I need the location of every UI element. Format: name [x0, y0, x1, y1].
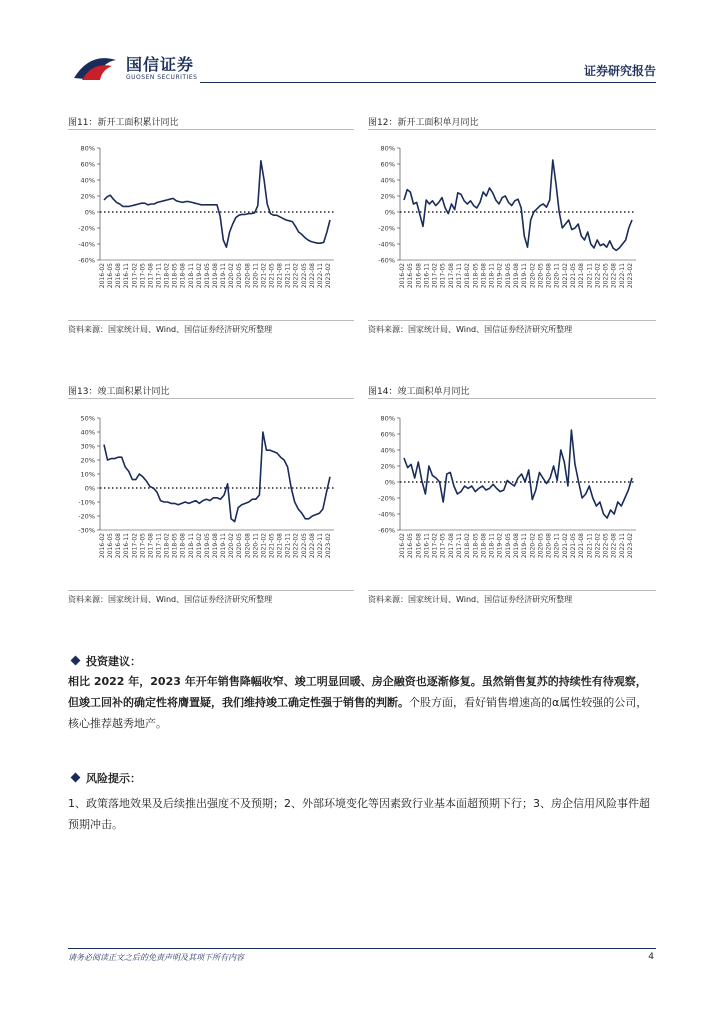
x-tick-label: 2018-08: [179, 263, 187, 289]
x-tick-label: 2023-02: [325, 263, 332, 289]
y-tick-label: -40%: [378, 510, 395, 519]
figure-rule: [368, 129, 656, 130]
y-tick-label: 80%: [380, 414, 395, 423]
x-tick-label: 2020-02: [228, 533, 236, 559]
y-tick-label: -60%: [378, 526, 395, 535]
x-tick-label: 2020-02: [228, 263, 236, 289]
figure-title-14: 图14：竣工面积单月同比: [368, 387, 470, 397]
y-tick-label: 0%: [384, 208, 395, 217]
figure-source-12: 资料来源：国家统计局、Wind、国信证券经济研究所整理: [368, 325, 573, 334]
x-tick-label: 2018-05: [472, 263, 480, 289]
x-tick-label: 2022-08: [610, 263, 618, 289]
x-tick-label: 2018-02: [464, 533, 472, 559]
y-tick-label: 60%: [80, 160, 95, 169]
x-tick-label: 2020-08: [244, 263, 252, 289]
x-tick-label: 2018-08: [179, 533, 187, 559]
x-tick-label: 2017-08: [447, 263, 455, 289]
x-tick-label: 2019-02: [496, 533, 504, 559]
y-tick-label: 0%: [384, 478, 395, 487]
guosen-logo-icon: [72, 52, 122, 82]
x-tick-label: 2018-11: [187, 533, 195, 559]
series-line: [404, 160, 632, 250]
x-tick-label: 2018-08: [480, 263, 488, 289]
x-tick-label: 2022-05: [602, 263, 610, 289]
figure-source-13: 资料来源：国家统计局、Wind、国信证券经济研究所整理: [68, 595, 273, 604]
x-tick-label: 2022-11: [316, 533, 324, 559]
x-tick-label: 2019-11: [220, 533, 228, 559]
y-tick-label: -40%: [78, 240, 95, 249]
x-tick-label: 2018-08: [480, 533, 488, 559]
y-tick-label: -20%: [378, 494, 395, 503]
x-tick-label: 2018-02: [163, 533, 171, 559]
x-tick-label: 2019-11: [521, 533, 529, 559]
y-tick-label: 40%: [80, 428, 95, 437]
x-tick-label: 2023-02: [627, 533, 634, 559]
page-number: 4: [648, 952, 654, 962]
y-tick-label: -60%: [78, 256, 95, 265]
footer-rule: [68, 948, 656, 949]
x-tick-label: 2016-05: [407, 263, 415, 289]
y-tick-label: -10%: [78, 498, 95, 507]
x-tick-label: 2020-11: [553, 533, 561, 559]
investment-bold-text: 相比 2022 年，2023 年开年销售降幅收窄、竣工明显回暖、房企融资也逐渐修复。虽然销售复苏的持续性有待观察，但竣工回补的确定性将膺置疑，我们维持竣工确定性强于销售的判断。: [68, 675, 647, 709]
figure-rule: [68, 129, 354, 130]
chart-fig12: [368, 140, 656, 315]
x-tick-label: 2017-02: [131, 263, 139, 289]
x-tick-label: 2016-05: [107, 263, 115, 289]
x-tick-label: 2021-02: [561, 263, 569, 289]
x-tick-label: 2021-11: [284, 263, 292, 289]
x-tick-label: 2017-11: [456, 533, 463, 559]
x-tick-label: 2019-05: [504, 533, 512, 559]
x-tick-label: 2018-11: [488, 263, 496, 289]
x-tick-label: 2021-11: [586, 263, 594, 289]
x-tick-label: 2022-02: [292, 263, 300, 289]
x-tick-label: 2018-11: [488, 533, 496, 559]
investment-paragraph: [68, 671, 656, 734]
x-tick-label: 2021-02: [260, 263, 268, 289]
x-tick-label: 2020-05: [537, 263, 545, 289]
source-rule: [368, 320, 656, 321]
y-tick-label: 40%: [80, 176, 95, 185]
x-tick-label: 2021-05: [268, 533, 276, 559]
y-tick-label: 60%: [380, 160, 395, 169]
y-tick-label: 50%: [80, 414, 95, 423]
x-tick-label: 2016-02: [99, 533, 106, 559]
y-tick-label: 0%: [84, 208, 95, 217]
chart-fig14: [368, 410, 656, 585]
x-tick-label: 2021-02: [260, 533, 268, 559]
footer-disclaimer: 请务必阅读正文之后的免责声明及其项下所有内容: [68, 953, 244, 962]
x-tick-label: 2021-08: [578, 533, 586, 559]
series-line: [104, 161, 330, 247]
x-tick-label: 2019-02: [195, 263, 203, 289]
source-rule: [368, 590, 656, 591]
header-logo: [72, 50, 202, 86]
y-tick-label: 0%: [84, 484, 95, 493]
x-tick-label: 2022-11: [316, 263, 324, 289]
x-tick-label: 2020-05: [236, 263, 244, 289]
x-tick-label: 2022-05: [300, 533, 308, 559]
x-tick-label: 2017-08: [447, 533, 455, 559]
source-rule: [68, 320, 354, 321]
figure-source-11: 资料来源：国家统计局、Wind、国信证券经济研究所整理: [68, 325, 273, 334]
x-tick-label: 2017-05: [439, 533, 447, 559]
x-tick-label: 2022-08: [308, 533, 316, 559]
x-tick-label: 2017-02: [431, 533, 439, 559]
x-tick-label: 2023-02: [325, 533, 332, 559]
x-tick-label: 2016-08: [415, 263, 423, 289]
x-tick-label: 2017-05: [139, 533, 147, 559]
x-tick-label: 2017-08: [147, 263, 155, 289]
y-tick-label: 20%: [80, 456, 95, 465]
figure-title-11: 图11：新开工面积累计同比: [68, 118, 179, 128]
x-tick-label: 2021-11: [284, 533, 292, 559]
x-tick-label: 2016-05: [107, 533, 115, 559]
figure-rule: [368, 398, 656, 399]
y-tick-label: 60%: [380, 430, 395, 439]
figure-title-13: 图13：竣工面积累计同比: [68, 387, 170, 397]
x-tick-label: 2022-05: [602, 533, 610, 559]
y-tick-label: -40%: [378, 240, 395, 249]
x-tick-label: 2020-08: [545, 263, 553, 289]
x-tick-label: 2020-11: [553, 263, 561, 289]
y-tick-label: -60%: [378, 256, 395, 265]
x-tick-label: 2022-11: [618, 533, 626, 559]
y-tick-label: -20%: [378, 224, 395, 233]
x-tick-label: 2018-02: [163, 263, 171, 289]
x-tick-label: 2017-11: [456, 263, 463, 289]
x-tick-label: 2016-11: [423, 263, 431, 289]
chart-fig13: [68, 410, 354, 585]
y-tick-label: 30%: [80, 442, 95, 451]
figure-source-14: 资料来源：国家统计局、Wind、国信证券经济研究所整理: [368, 595, 573, 604]
logo-name-en: GUOSEN SECURITIES: [126, 74, 198, 81]
x-tick-label: 2016-08: [115, 263, 123, 289]
figure-title-12: 图12：新开工面积单月同比: [368, 118, 479, 128]
y-tick-label: -30%: [78, 526, 95, 535]
y-tick-label: 20%: [80, 192, 95, 201]
x-tick-label: 2017-02: [131, 533, 139, 559]
y-tick-label: 80%: [380, 144, 395, 153]
x-tick-label: 2018-02: [464, 263, 472, 289]
x-tick-label: 2021-05: [570, 533, 577, 559]
risk-paragraph: 1、政策落地效果及后续推出强度不及预期；2、外部环境变化等因素致行业基本面超预期下行；3、房企信用风险事件超预期冲击。: [68, 797, 650, 831]
bullet-diamond-icon: [71, 773, 81, 783]
x-tick-label: 2019-02: [195, 533, 203, 559]
series-line: [404, 430, 632, 518]
y-tick-label: 80%: [80, 144, 95, 153]
x-tick-label: 2020-05: [537, 533, 545, 559]
x-tick-label: 2016-02: [399, 263, 406, 289]
x-tick-label: 2017-08: [147, 533, 155, 559]
x-tick-label: 2021-11: [586, 533, 594, 559]
x-tick-label: 2019-11: [521, 263, 529, 289]
x-tick-label: 2016-11: [123, 263, 131, 289]
source-rule: [68, 590, 354, 591]
y-tick-label: 40%: [380, 446, 395, 455]
y-tick-label: -20%: [78, 512, 95, 521]
x-tick-label: 2022-08: [308, 263, 316, 289]
y-tick-label: 20%: [380, 462, 395, 471]
x-tick-label: 2017-05: [439, 263, 447, 289]
x-tick-label: 2020-08: [545, 533, 553, 559]
x-tick-label: 2017-05: [139, 263, 147, 289]
x-tick-label: 2019-08: [513, 533, 520, 559]
x-tick-label: 2020-02: [529, 263, 537, 289]
x-tick-label: 2019-05: [203, 263, 211, 289]
x-tick-label: 2022-02: [594, 263, 602, 289]
x-tick-label: 2021-02: [561, 533, 569, 559]
figure-rule: [68, 398, 354, 399]
y-tick-label: 20%: [380, 192, 395, 201]
investment-title: 投资建议：: [86, 655, 141, 668]
chart-fig11: [68, 140, 354, 315]
x-tick-label: 2016-02: [399, 533, 406, 559]
x-tick-label: 2018-05: [171, 533, 179, 559]
x-tick-label: 2022-05: [300, 263, 308, 289]
x-tick-label: 2020-11: [252, 533, 260, 559]
x-tick-label: 2020-08: [244, 533, 252, 559]
header-rule: [200, 82, 656, 83]
x-tick-label: 2021-05: [570, 263, 577, 289]
x-tick-label: 2022-02: [292, 533, 300, 559]
x-tick-label: 2016-05: [407, 533, 415, 559]
logo-name-cn: 国信证券: [126, 55, 195, 74]
x-tick-label: 2016-11: [123, 533, 131, 559]
x-tick-label: 2016-11: [423, 533, 431, 559]
investment-rest-text: 个股方面，看好销售增速高的α属性较强的公司，核心推荐越秀地产。: [68, 696, 648, 730]
x-tick-label: 2021-05: [268, 263, 276, 289]
report-type: 证券研究报告: [583, 64, 656, 78]
series-line: [104, 432, 330, 522]
x-tick-label: 2019-02: [496, 263, 504, 289]
x-tick-label: 2016-02: [99, 263, 106, 289]
x-tick-label: 2017-11: [155, 263, 163, 289]
x-tick-label: 2017-02: [431, 263, 439, 289]
x-tick-label: 2019-08: [513, 263, 520, 289]
x-tick-label: 2016-08: [415, 533, 423, 559]
x-tick-label: 2019-08: [212, 533, 219, 559]
x-tick-label: 2021-08: [276, 533, 284, 559]
x-tick-label: 2016-08: [115, 533, 123, 559]
x-tick-label: 2022-08: [610, 533, 618, 559]
x-tick-label: 2017-11: [155, 533, 163, 559]
y-tick-label: 40%: [380, 176, 395, 185]
x-tick-label: 2018-11: [187, 263, 195, 289]
x-tick-label: 2019-08: [212, 263, 219, 289]
x-tick-label: 2021-08: [276, 263, 284, 289]
x-tick-label: 2020-11: [252, 263, 260, 289]
bullet-diamond-icon: [71, 656, 81, 666]
x-tick-label: 2020-02: [529, 533, 537, 559]
x-tick-label: 2022-11: [618, 263, 626, 289]
x-tick-label: 2019-11: [220, 263, 228, 289]
x-tick-label: 2020-05: [236, 533, 244, 559]
y-tick-label: 10%: [80, 470, 95, 479]
x-tick-label: 2023-02: [627, 263, 634, 289]
x-tick-label: 2022-02: [594, 533, 602, 559]
x-tick-label: 2021-08: [578, 263, 586, 289]
y-tick-label: -20%: [78, 224, 95, 233]
x-tick-label: 2018-05: [472, 533, 480, 559]
risk-title: 风险提示：: [86, 772, 141, 785]
x-tick-label: 2018-05: [171, 263, 179, 289]
x-tick-label: 2019-05: [504, 263, 512, 289]
x-tick-label: 2019-05: [203, 533, 211, 559]
